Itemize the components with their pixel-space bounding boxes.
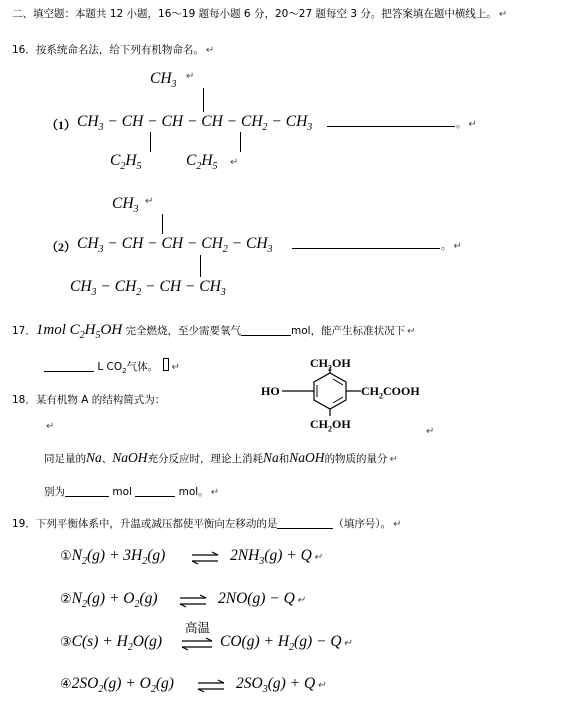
q18-right-group: $CH_2COOH$	[361, 384, 420, 401]
q18-top-group: $CH_2OH$	[310, 356, 351, 373]
q16-p1-top-group: $CH_3$	[150, 70, 177, 91]
q16-p2-top-mark: ↵	[145, 196, 154, 207]
q16-stem: 16．按系统命名法，给下列有机物命名。 ↵	[12, 44, 215, 56]
q17-line1: 17．1mol $C_2H_5OH$ 完全燃烧，至少需要氧气 mol，能产生标准状况下 ↵	[12, 322, 416, 341]
q19-option-2-equilibrium-arrow	[178, 594, 208, 608]
q19-option-4: $④2SO_2(g) + O_2(g)$	[60, 675, 174, 696]
q18-blank-na[interactable]	[65, 484, 109, 497]
q19-option-3-right: $CO(g) + H_2(g) - Q$ ↵	[220, 633, 352, 654]
q16-p1-main-chain: $CH_3$ − CH − CH − CH − $CH_2 - CH_3$	[77, 113, 313, 134]
q16-p1-sub-right: $C_2H_5$	[186, 152, 218, 173]
q19-option-4-equilibrium-arrow	[196, 679, 226, 693]
q19-stem: 19．下列平衡体系中，升温或减压都使平衡向左移动的是 （填序号）。 ↵	[12, 518, 402, 530]
q16-p1-sub-mark: ↵	[230, 157, 239, 168]
q19-option-1-equilibrium-arrow	[190, 551, 220, 565]
q16-p2-end: 。 ↵	[441, 240, 462, 252]
q17-blank-co2[interactable]	[44, 359, 94, 372]
q16-p1-sub-left: $C_2H_5$	[110, 152, 142, 173]
q16-p2-bond-top	[162, 214, 163, 234]
q18-line2: 别为 mol mol。 ↵	[44, 486, 220, 498]
q16-p1-answer-blank[interactable]	[327, 114, 455, 128]
q16-p2-bottom-chain: $CH_3 - CH_2$ − CH − $CH_3$	[70, 278, 226, 299]
q19-answer-blank[interactable]	[277, 516, 333, 529]
q19-option-3: ③C(s) + $H_2O(g)$	[60, 633, 163, 654]
q18-stem: 18．某有机物 A 的结构简式为：	[12, 394, 166, 406]
q18-left-group: HO	[261, 384, 280, 398]
q16-p1-top-mark: ↵	[186, 71, 195, 82]
q16-p2-top-group: $CH_3$	[112, 195, 139, 216]
q16-p2-label: （2）	[46, 240, 77, 254]
q19-option-1-right: $2NH_3(g) + Q$ ↵	[230, 547, 323, 568]
q16-p1-bond-top	[203, 88, 204, 112]
q19-option-3-equilibrium-arrow	[180, 637, 214, 651]
q19-option-2: $②N_2(g) + O_2(g)$	[60, 590, 158, 611]
q16-p2-answer-blank[interactable]	[292, 236, 440, 250]
q18-struct-mark: ↵	[426, 426, 435, 437]
q17-line2: L $CO_2$气体。 ↵	[44, 358, 180, 375]
section-header: 二、填空题：本题共 12 小题，16～19 题每小题 6 分，20～27 题每空 3 分。把答案填在题中横线上。 ↵	[12, 8, 508, 20]
q19-option-3-condition: 高温	[185, 620, 211, 635]
q18-blank-naoh[interactable]	[135, 484, 175, 497]
q16-p1-bond-right	[240, 132, 241, 152]
q16-p2-main-chain: $CH_3$ − CH − CH − $CH_2 - CH_3$	[77, 235, 273, 256]
q16-p1-end: 。 ↵	[456, 118, 477, 130]
q18-bottom-group: $CH_2OH$	[310, 417, 351, 434]
q16-p2-bond-bottom	[200, 255, 201, 277]
q19-option-4-right: $2SO_3(g) + Q$ ↵	[236, 675, 326, 696]
q19-option-1: $①N_2(g) + 3H_2(g)$	[60, 547, 166, 568]
q17-blank-oxygen[interactable]	[241, 323, 291, 336]
q16-p1-label: （1）	[46, 118, 77, 132]
q18-empty-mark: ↵	[46, 421, 55, 432]
q16-p1-bond-left	[150, 132, 151, 152]
q18-line1: 同足量的Na、NaOH充分反应时，理论上消耗Na和NaOH的物质的量分 ↵	[44, 450, 398, 465]
q19-option-2-right: 2NO(g) − Q ↵	[218, 590, 306, 607]
cursor-caret	[163, 358, 169, 371]
